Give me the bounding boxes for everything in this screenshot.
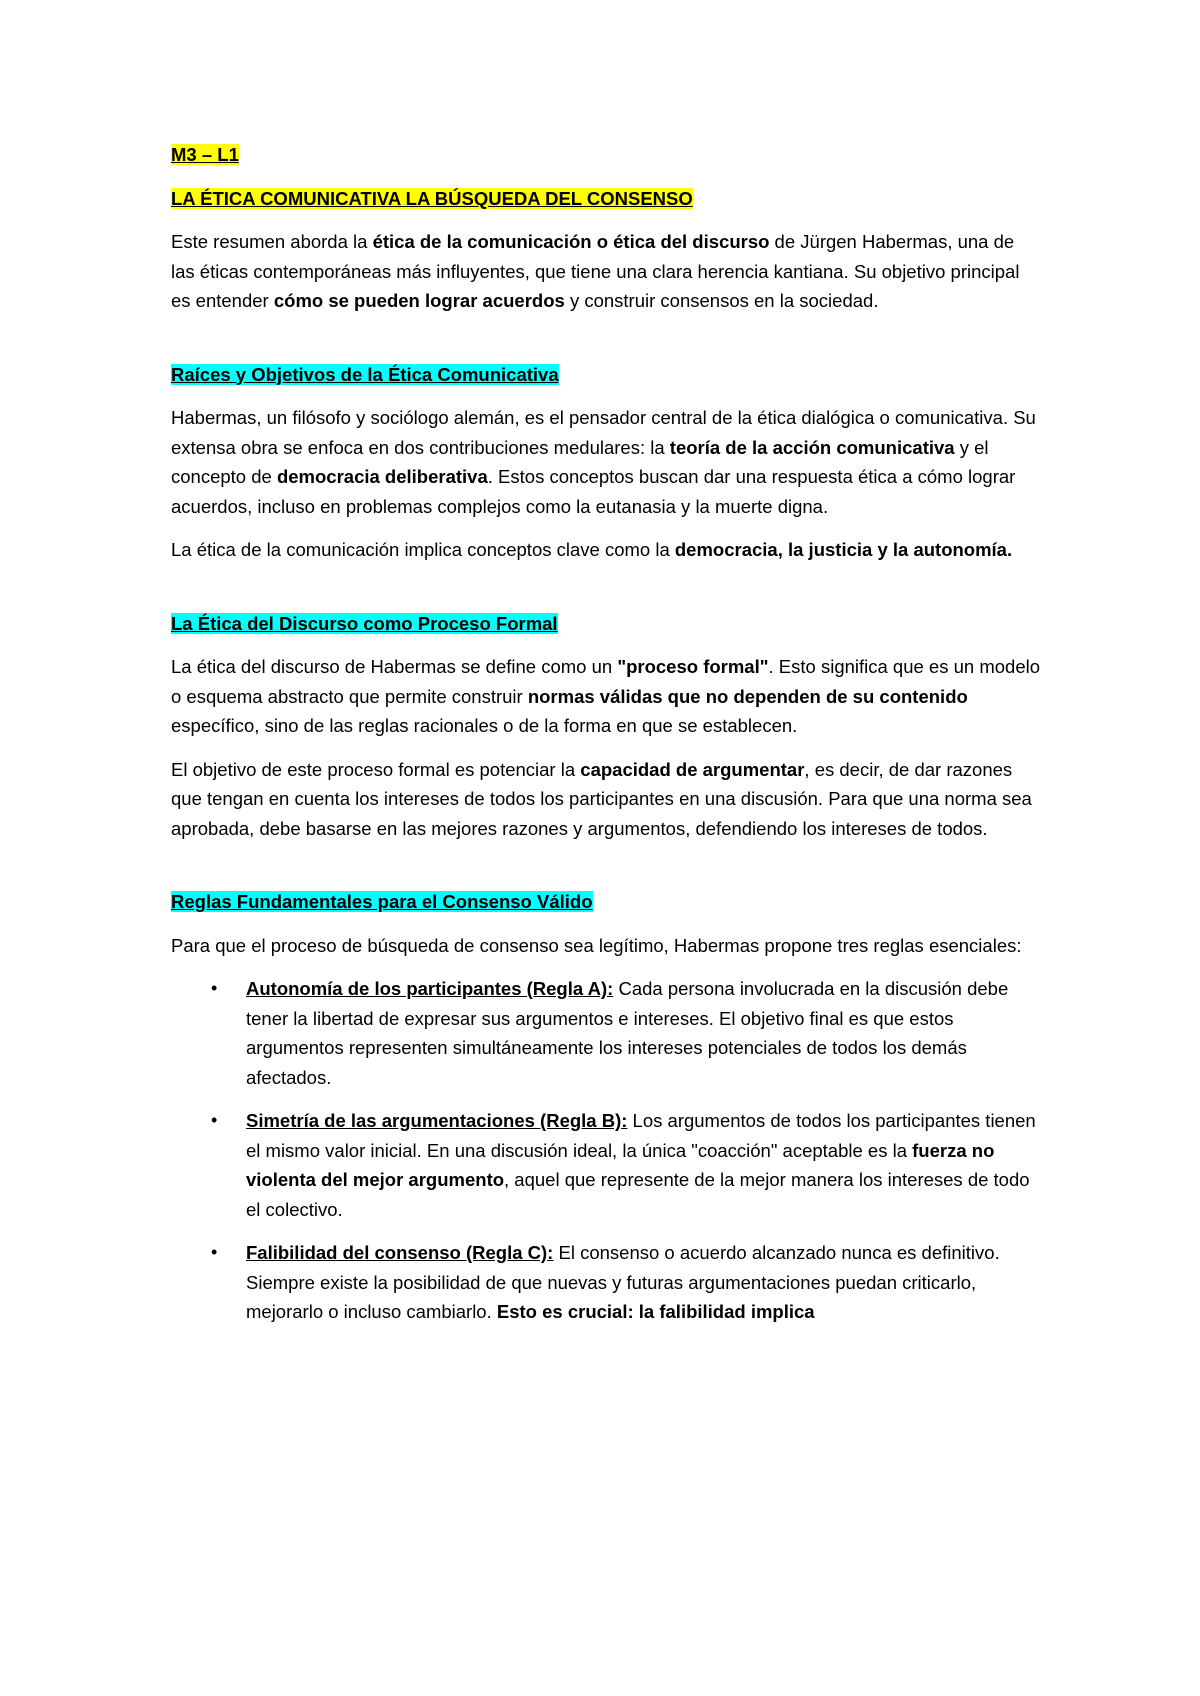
document-title: LA ÉTICA COMUNICATIVA LA BÚSQUEDA DEL CONSENSO xyxy=(171,187,693,209)
section2-paragraph-2: El objetivo de este proceso formal es potenciar la capacidad de argumentar, es decir, de dar razones que tengan en cuenta los intereses de todos los participantes en una discusión. Para que una norma sea aprobada, debe basarse en las mejores razones y argumentos, defendiendo los intereses de todos. xyxy=(171,758,1032,839)
section-heading-reglas: Reglas Fundamentales para el Consenso Válido xyxy=(171,891,593,912)
bullet-icon: • xyxy=(211,1242,218,1262)
section1-paragraph-1: Habermas, un filósofo y sociólogo alemán, es el pensador central de la ética dialógica o comunicativa. Su extensa obra se enfoca en dos contribuciones medulares: la teoría de la acción comunicativa y el concepto de democracia deliberativa. Estos conceptos buscan dar una respuesta ética a cómo lograr acuerdos, incluso en problemas complejos como la eutanasia y la muerte digna. xyxy=(171,407,1036,517)
section1-paragraph-2: La ética de la comunicación implica conceptos clave como la democracia, la justicia y la autonomía. xyxy=(171,539,1013,560)
list-item-regla-a: • Autonomía de los participantes (Regla A): Cada persona involucrada en la discusión debe tener la libertad de expresar sus argumentos e intereses. El objetivo final es que estos argumentos representen simultáneamente los intereses potenciales de todos los demás afectados. xyxy=(171,974,1041,1092)
document-title-heading xyxy=(171,184,1041,214)
bullet-icon: • xyxy=(211,1110,218,1130)
section2-paragraph-1: La ética del discurso de Habermas se define como un "proceso formal". Esto significa que es un modelo o esquema abstracto que permite construir normas válidas que no dependen de su contenido específico, sino de las reglas racionales o de la forma en que se establecen. xyxy=(171,656,1041,736)
section3-intro: Para que el proceso de búsqueda de consenso sea legítimo, Habermas propone tres reglas esenciales: xyxy=(171,934,1022,956)
intro-paragraph: Este resumen aborda la ética de la comunicación o ética del discurso de Jürgen Habermas, una de las éticas contemporáneas más influyentes, que tiene una clara herencia kantiana. Su objetivo principal es entender cómo se pueden lograr acuerdos y construir consensos en la sociedad. xyxy=(171,231,1020,311)
bullet-icon: • xyxy=(211,978,218,998)
section-heading-proceso-formal: La Ética del Discurso como Proceso Formal xyxy=(171,612,558,634)
rules-list xyxy=(171,974,1041,1327)
document-page xyxy=(171,140,1041,1341)
module-code-heading xyxy=(171,140,1041,170)
section-heading-raices: Raíces y Objetivos de la Ética Comunicativa xyxy=(171,363,559,385)
list-item-regla-c: • Falibilidad del consenso (Regla C): El consenso o acuerdo alcanzado nunca es definitivo. Siempre existe la posibilidad de que nuevas y futuras argumentaciones puedan criticarlo, mejorarlo o incluso cambiarlo. Esto es crucial: la falibilidad implica xyxy=(171,1238,1041,1327)
module-code: M3 – L1 xyxy=(171,144,239,165)
list-item-regla-b: • Simetría de las argumentaciones (Regla B): Los argumentos de todos los participantes tienen el mismo valor inicial. En una discusión ideal, la única "coacción" aceptable es la fuerza no violenta del mejor argumento, aquel que represente de la mejor manera los intereses de todo el colectivo. xyxy=(171,1106,1041,1224)
